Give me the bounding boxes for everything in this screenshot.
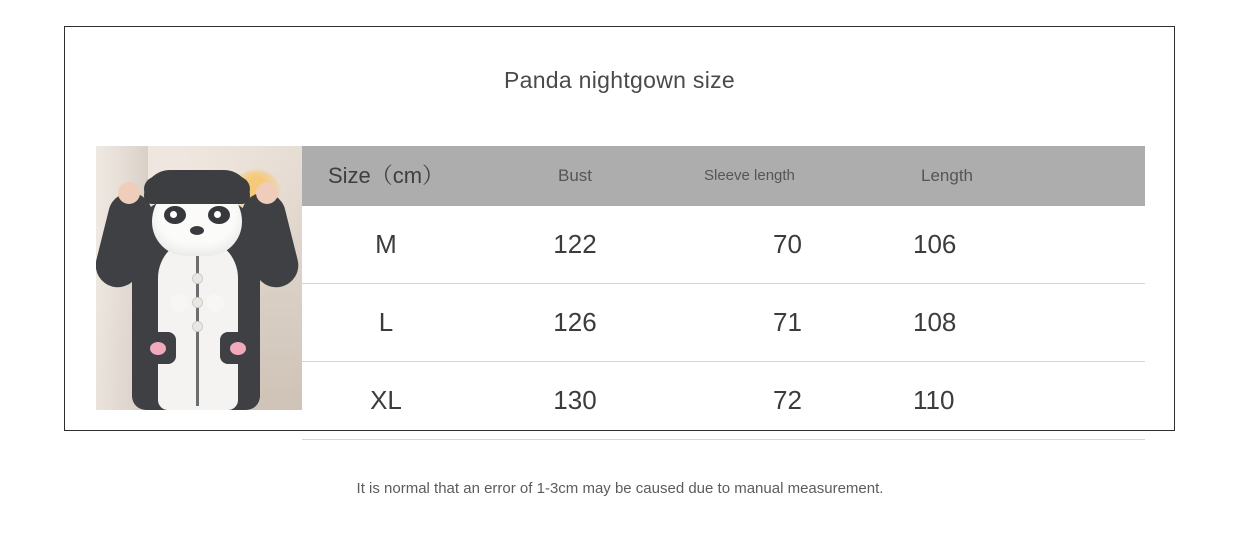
column-header-length: Length [895,146,1145,206]
table-row [302,362,1145,440]
onesie-pompom-right [206,294,224,312]
cell-sleeve-length: 70 [680,206,895,284]
cell-bust: 130 [470,362,680,440]
size-chart-card [64,26,1175,431]
panda-eye-left [164,206,186,224]
column-header-bust: Bust [470,146,680,206]
column-header-size: Size（cm） [302,146,470,206]
onesie-button-2 [193,298,202,307]
cell-sleeve-length: 71 [680,284,895,362]
onesie-pocket-right [220,332,256,364]
model-hand-left [118,182,140,204]
table-header-row [302,146,1145,206]
product-photo [96,146,302,410]
onesie-pompom-left [170,294,188,312]
cell-length: 106 [895,206,1145,284]
cell-length: 110 [895,362,1145,440]
page-title: Panda nightgown size [503,67,736,93]
cell-bust: 126 [470,284,680,362]
paw-icon [230,342,246,355]
cell-size: M [302,206,470,284]
table-row [302,206,1145,284]
panda-hat [144,170,250,204]
model-hand-right [256,182,278,204]
cell-size: L [302,284,470,362]
cell-sleeve-length: 72 [680,362,895,440]
table-header [302,146,1145,206]
onesie-pocket-left [140,332,176,364]
column-header-sleeve-length: Sleeve length [680,146,895,206]
cell-length: 108 [895,284,1145,362]
paw-icon [150,342,166,355]
cell-bust: 122 [470,206,680,284]
cell-size: XL [302,362,470,440]
onesie-button-3 [193,322,202,331]
size-table [302,146,1145,440]
measurement-note: It is normal that an error of 1-3cm may be caused due to manual measurement. [356,480,884,497]
table-row [302,284,1145,362]
panda-nose [190,226,204,235]
panda-eye-right [208,206,230,224]
onesie-button-1 [193,274,202,283]
table-body [302,206,1145,440]
